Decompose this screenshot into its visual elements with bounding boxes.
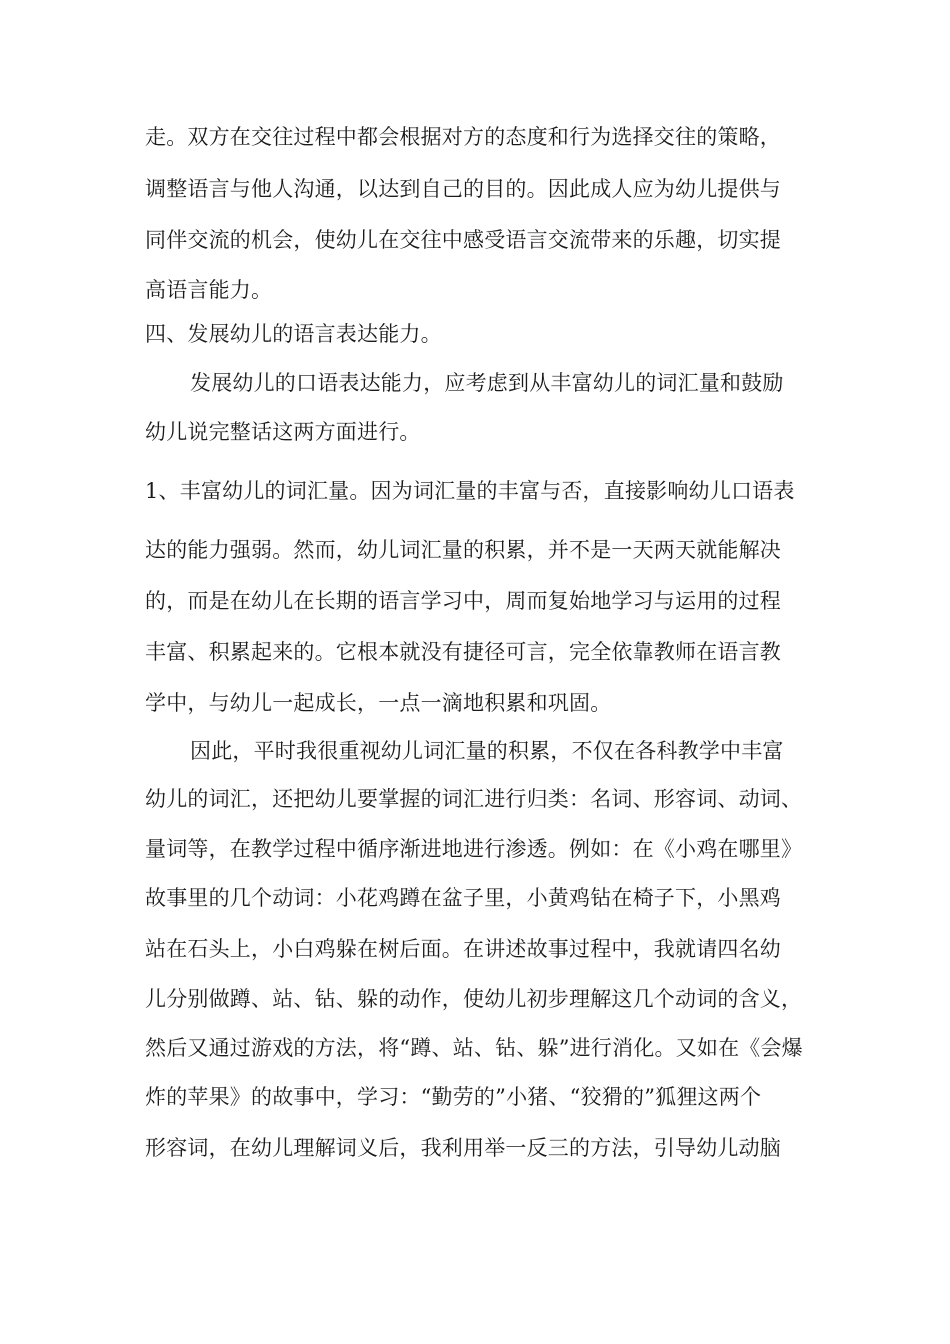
paragraph-line: 高语言能力。: [145, 278, 273, 302]
paragraph-line: 走。双方在交往过程中都会根据对方的态度和行为选择交往的策略，: [145, 125, 781, 149]
paragraph-line: 形容词，在幼儿理解词义后，我利用举一反三的方法，引导幼儿动脑: [145, 1136, 781, 1160]
paragraph-line: 调整语言与他人沟通，以达到自己的目的。因此成人应为幼儿提供与: [145, 177, 781, 201]
paragraph-line: 儿分别做蹲、站、钻、躲的动作，使幼儿初步理解这几个动词的含义，: [145, 987, 803, 1011]
paragraph-line: 的，而是在幼儿在长期的语言学习中，周而复始地学习与运用的过程: [145, 589, 781, 613]
paragraph-line: 幼儿的词汇，还把幼儿要掌握的词汇进行归类：名词、形容词、动词、: [145, 787, 803, 811]
section-heading: 四、发展幼儿的语言表达能力。: [145, 322, 442, 346]
paragraph-line: 达的能力强弱。然而，幼儿词汇量的积累，并不是一天两天就能解决: [145, 538, 781, 562]
paragraph-line: 故事里的几个动词：小花鸡蹲在盆子里，小黄鸡钻在椅子下，小黑鸡: [145, 886, 781, 910]
paragraph-line: 因此，平时我很重视幼儿词汇量的积累，不仅在各科教学中丰富: [190, 739, 784, 763]
paragraph-line: 学中，与幼儿一起成长，一点一滴地积累和巩固。: [145, 691, 612, 715]
paragraph-line: 幼儿说完整话这两方面进行。: [145, 420, 421, 444]
paragraph-line: 炸的苹果》的故事中，学习：“勤劳的”小猪、“狡猾的”狐狸这两个: [145, 1085, 762, 1109]
paragraph-line: 丰富、积累起来的。它根本就没有捷径可言，完全依靠教师在语言教: [145, 640, 781, 664]
paragraph-line: 站在石头上，小白鸡躲在树后面。在讲述故事过程中，我就请四名幼: [145, 937, 781, 961]
paragraph-line: 发展幼儿的口语表达能力，应考虑到从丰富幼儿的词汇量和鼓励: [190, 371, 784, 395]
paragraph-line: 然后又通过游戏的方法，将“蹲、站、钻、躲”进行消化。又如在《会爆: [145, 1036, 803, 1060]
paragraph-line: 同伴交流的机会，使幼儿在交往中感受语言交流带来的乐趣，切实提: [145, 228, 781, 252]
paragraph-line: 量词等，在教学过程中循序渐进地进行渗透。例如：在《小鸡在哪里》: [145, 837, 803, 861]
subheading-line: 1、丰富幼儿的词汇量。因为词汇量的丰富与否，直接影响幼儿口语表: [145, 479, 795, 503]
